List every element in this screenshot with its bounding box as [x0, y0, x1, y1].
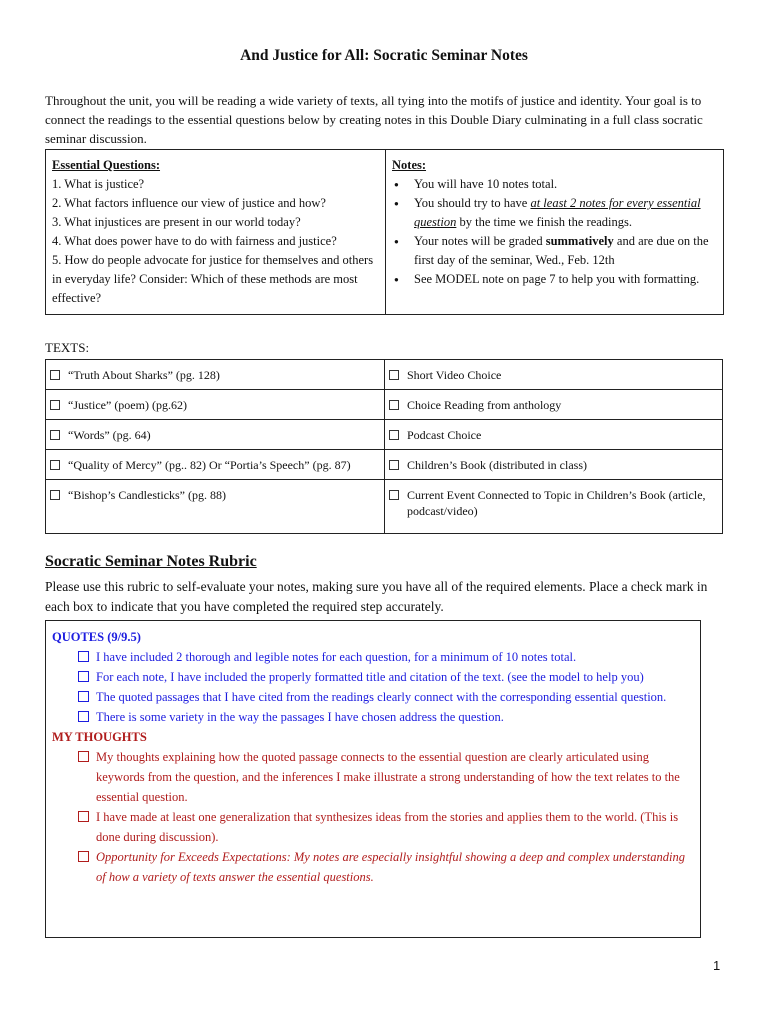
rubric-title: Socratic Seminar Notes Rubric	[45, 553, 257, 570]
thoughts-heading: MY THOUGHTS	[52, 730, 147, 744]
texts-row	[46, 450, 723, 480]
text-label: “Quality of Mercy” (pg.. 82) Or “Portia’s Speech” (pg. 87)	[68, 457, 351, 472]
text-label: “Truth About Sharks” (pg. 128)	[68, 367, 220, 382]
checkbox[interactable]	[78, 851, 89, 862]
text-label: Choice Reading from anthology	[407, 397, 562, 412]
rubric-item	[52, 687, 694, 707]
rubric-item-text: Opportunity for Exceeds Expectations: My notes are especially insightful showing a deep and complex understanding of how a variety of texts answer the essential questions.	[96, 850, 686, 884]
text-label: Current Event Connected to Topic in Children’s Book (article, podcast/video)	[407, 488, 706, 518]
text-cell	[46, 450, 385, 480]
question-5: 5. How do people advocate for justice for themselves and others in everyday life? Consider: Which of these methods are most effective?	[52, 253, 374, 305]
checkbox[interactable]	[78, 651, 89, 662]
question-2: 2. What factors influence our view of justice and how?	[52, 196, 326, 210]
text-cell	[46, 480, 385, 534]
text-label: “Words” (pg. 64)	[68, 427, 151, 442]
quotes-heading: QUOTES (9/9.5)	[52, 630, 141, 644]
questions-notes-table	[45, 149, 724, 315]
rubric-item-text: I have included 2 thorough and legible notes for each question, for a minimum of 10 notes total.	[96, 650, 577, 664]
text-cell	[385, 450, 723, 480]
texts-label: TEXTS:	[45, 340, 90, 355]
note-3-text: Your notes will be graded	[414, 234, 546, 248]
essential-questions-cell	[46, 150, 386, 315]
texts-table	[45, 359, 723, 534]
text-label: “Justice” (poem) (pg.62)	[68, 397, 187, 412]
question-4: 4. What does power have to do with fairness and justice?	[52, 234, 337, 248]
note-2-emphasis: at least 2 notes for every essential question	[414, 196, 701, 229]
text-cell	[385, 390, 723, 420]
checkbox[interactable]	[50, 430, 60, 440]
rubric-item	[52, 747, 694, 807]
notes-heading: Notes:	[392, 158, 427, 172]
checkbox[interactable]	[389, 460, 399, 470]
text-cell	[46, 390, 385, 420]
note-bullet-3	[392, 232, 717, 270]
texts-row	[46, 390, 723, 420]
checkbox[interactable]	[389, 430, 399, 440]
rubric-box	[45, 620, 701, 938]
checkbox[interactable]	[78, 751, 89, 762]
texts-row	[46, 420, 723, 450]
rubric-item-text: The quoted passages that I have cited from the readings clearly connect with the corresponding essential question.	[96, 690, 667, 704]
checkbox[interactable]	[78, 711, 89, 722]
rubric-intro: Please use this rubric to self-evaluate your notes, making sure you have all of the required elements. Place a check mark in each box to indicate that you have completed the required step accurately.	[45, 579, 708, 614]
checkbox[interactable]	[78, 671, 89, 682]
text-cell	[385, 360, 723, 390]
note-3-text-end: and are due on the first day of the seminar, Wed., Feb. 12th	[414, 234, 709, 267]
question-1: 1. What is justice?	[52, 177, 145, 191]
page-title: And Justice for All: Socratic Seminar Notes	[240, 47, 528, 64]
texts-row	[46, 360, 723, 390]
rubric-item	[52, 847, 694, 887]
checkbox[interactable]	[50, 460, 60, 470]
text-label: “Bishop’s Candlesticks” (pg. 88)	[68, 488, 226, 502]
rubric-item-text: For each note, I have included the properly formatted title and citation of the text. (see the model to help you)	[96, 670, 644, 684]
essential-questions-heading: Essential Questions:	[52, 158, 161, 172]
notes-cell	[386, 150, 724, 315]
question-3: 3. What injustices are present in our world today?	[52, 215, 301, 229]
text-label: Children’s Book (distributed in class)	[407, 457, 587, 472]
note-bullet-1: ● You will have 10 notes total.	[392, 175, 717, 194]
text-cell	[46, 420, 385, 450]
checkbox[interactable]	[389, 400, 399, 410]
note-bullet-2	[392, 194, 717, 232]
rubric-item-text: There is some variety in the way the passages I have chosen address the question.	[96, 710, 504, 724]
rubric-item-text: I have made at least one generalization that synthesizes ideas from the stories and applies them to the world. (This is done during discussion).	[96, 810, 679, 844]
text-cell	[385, 420, 723, 450]
page-number: 1	[713, 958, 721, 973]
checkbox[interactable]	[50, 370, 60, 380]
text-cell	[385, 480, 723, 534]
checkbox[interactable]	[50, 490, 60, 500]
rubric-item	[52, 647, 694, 667]
intro-paragraph: Throughout the unit, you will be reading a wide variety of texts, all tying into the motifs of justice and identity. Your goal is to connect the readings to the essential questions below by creating notes in this Double Diary culminating in a full class socratic seminar discussion.	[45, 93, 703, 146]
note-3-bold: summatively	[545, 234, 614, 248]
note-2-text: You should try to have	[414, 196, 531, 210]
texts-row	[46, 480, 723, 534]
rubric-item	[52, 807, 694, 847]
checkbox[interactable]	[78, 691, 89, 702]
checkbox[interactable]	[50, 400, 60, 410]
rubric-item-text: My thoughts explaining how the quoted passage connects to the essential question are clearly articulated using keywords from the question, and the inferences I make illustrate a strong understanding of how the text relates to the essential question.	[96, 750, 680, 804]
note-bullet-4: ● See MODEL note on page 7 to help you with formatting.	[392, 270, 717, 289]
note-2-text-end: by the time we finish the readings.	[456, 215, 633, 229]
checkbox[interactable]	[389, 490, 399, 500]
rubric-item	[52, 707, 694, 727]
text-label: Podcast Choice	[407, 427, 482, 442]
checkbox[interactable]	[78, 811, 89, 822]
text-cell	[46, 360, 385, 390]
checkbox[interactable]	[389, 370, 399, 380]
rubric-item	[52, 667, 694, 687]
text-label: Short Video Choice	[407, 367, 502, 382]
